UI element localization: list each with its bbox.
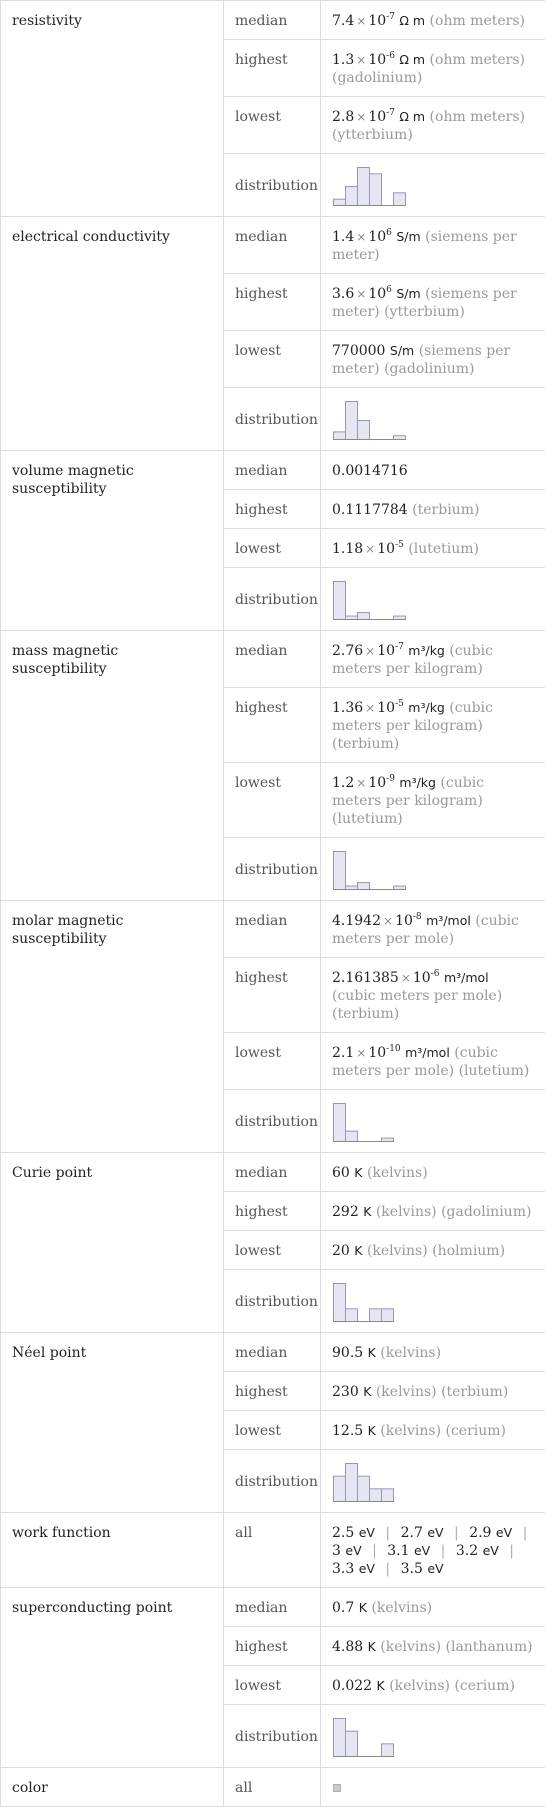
- times-sign: ×: [381, 914, 395, 928]
- histogram-bar: [334, 199, 346, 205]
- table-row: [1, 1153, 545, 1192]
- value-cell: [321, 1513, 545, 1588]
- value-base: 10: [368, 109, 386, 125]
- value-number: 0.0014716: [332, 463, 408, 479]
- separator: |: [379, 1561, 396, 1577]
- value-base: 10: [413, 970, 431, 986]
- property-mass-magnetic-susceptibility: mass magnetic susceptibility: [1, 631, 224, 901]
- table-row: [1, 1588, 545, 1627]
- unit-name: (kelvins): [380, 1423, 441, 1439]
- distribution-histogram: [332, 1461, 396, 1503]
- value-number: 90.5: [332, 1345, 363, 1361]
- element-name: (terbium): [332, 736, 399, 752]
- value-number: 20: [332, 1243, 350, 1259]
- histogram-bar: [346, 402, 358, 440]
- element-name: (lutetium): [332, 811, 403, 827]
- distribution-cell: [321, 568, 545, 631]
- histogram-bar: [358, 613, 370, 620]
- distribution-cell: [321, 1090, 545, 1153]
- distribution-cell: [321, 388, 545, 451]
- value-unit: S/m: [396, 286, 420, 301]
- value-cell: [321, 1588, 545, 1627]
- stat-label-lowest: lowest: [224, 763, 321, 838]
- value-mantissa: 3.6: [332, 286, 354, 302]
- stat-label-highest: highest: [224, 40, 321, 97]
- unit-name: (cubic meters per kilogram): [332, 775, 484, 809]
- value-exponent: -5: [395, 699, 404, 709]
- value-number: 2.9: [469, 1525, 491, 1541]
- histogram-bar: [346, 1131, 358, 1141]
- value-number: 2.5: [332, 1525, 354, 1541]
- value-mantissa: 2.161385: [332, 970, 399, 986]
- histogram-bar: [358, 1476, 370, 1501]
- value-cell: [321, 529, 545, 568]
- property-molar-magnetic-susceptibility: molar magnetic susceptibility: [1, 901, 224, 1153]
- value-item: [332, 1525, 375, 1541]
- stat-label-highest: highest: [224, 490, 321, 529]
- table-row: [1, 217, 545, 274]
- value-unit: K: [354, 1165, 362, 1180]
- value-mantissa: 2.76: [332, 643, 363, 659]
- table-row: [1, 1333, 545, 1372]
- table-row: [1, 631, 545, 688]
- histogram-bar: [370, 174, 382, 206]
- value-mantissa: 1.36: [332, 700, 363, 716]
- value-cell: [321, 1768, 545, 1807]
- value-mantissa: 1.2: [332, 775, 354, 791]
- property-volume-magnetic-susceptibility: volume magnetic susceptibility: [1, 451, 224, 631]
- stat-label-lowest: lowest: [224, 1411, 321, 1450]
- property-resistivity: resistivity: [1, 1, 224, 217]
- value-exponent: -5: [395, 540, 404, 550]
- value-unit: K: [363, 1384, 371, 1399]
- unit-name: (ohm meters): [430, 109, 525, 125]
- value-unit: K: [368, 1345, 376, 1360]
- value-unit: eV: [483, 1543, 499, 1558]
- unit-name: (ohm meters): [430, 52, 525, 68]
- times-sign: ×: [354, 14, 368, 28]
- element-name: (holmium): [432, 1243, 505, 1259]
- histogram-bar: [346, 187, 358, 206]
- element-name: (terbium): [332, 1006, 399, 1022]
- element-name: (cerium): [454, 1678, 515, 1694]
- unit-name: (cubic meters per kilogram): [332, 643, 493, 677]
- value-unit: K: [363, 1204, 371, 1219]
- stat-label-all: all: [224, 1768, 321, 1807]
- stat-label-lowest: lowest: [224, 1231, 321, 1270]
- element-name: (cerium): [446, 1423, 507, 1439]
- histogram-bar: [334, 432, 346, 440]
- times-sign: ×: [363, 644, 377, 658]
- times-sign: ×: [354, 287, 368, 301]
- value-cell: [321, 274, 545, 331]
- value-item: [332, 1561, 375, 1577]
- property-color: color: [1, 1768, 224, 1807]
- value-base: 10: [377, 700, 395, 716]
- histogram-bar: [382, 1744, 394, 1757]
- unit-name: (siemens per meter): [332, 229, 517, 263]
- distribution-histogram: [332, 579, 408, 621]
- unit-name: (kelvins): [371, 1600, 432, 1616]
- histogram-bar: [370, 1489, 382, 1502]
- value-unit: K: [368, 1639, 376, 1654]
- property-n-el-point: Néel point: [1, 1333, 224, 1513]
- value-number: 292: [332, 1204, 359, 1220]
- histogram-bar: [334, 852, 346, 890]
- separator: |: [379, 1525, 396, 1541]
- value-unit: eV: [496, 1525, 512, 1540]
- value-exponent: -9: [386, 774, 395, 784]
- stat-label-median: median: [224, 217, 321, 274]
- value-base: 10: [368, 775, 386, 791]
- value-cell: [321, 1333, 545, 1372]
- histogram-bar: [334, 1476, 346, 1501]
- histogram-bar: [382, 1489, 394, 1502]
- unit-name: (kelvins): [380, 1639, 441, 1655]
- unit-name: (kelvins): [376, 1384, 437, 1400]
- value-unit: eV: [359, 1525, 375, 1540]
- histogram-bar: [394, 886, 406, 889]
- value-base: 10: [368, 1045, 386, 1061]
- value-item: [456, 1543, 499, 1559]
- value-unit: m³/kg: [408, 643, 445, 658]
- value-cell: [321, 97, 545, 154]
- distribution-histogram: [332, 1716, 396, 1758]
- value-mantissa: 4.1942: [332, 913, 381, 929]
- times-sign: ×: [354, 230, 368, 244]
- distribution-cell: [321, 1450, 545, 1513]
- value-unit: eV: [414, 1543, 430, 1558]
- stat-label-median: median: [224, 1153, 321, 1192]
- value-mantissa: 2.1: [332, 1045, 354, 1061]
- value-number: 12.5: [332, 1423, 363, 1439]
- element-name: (terbium): [441, 1384, 508, 1400]
- separator: |: [435, 1543, 452, 1559]
- stat-label-distribution: distribution: [224, 1450, 321, 1513]
- value-number: 2.7: [401, 1525, 423, 1541]
- distribution-histogram: [332, 1101, 396, 1143]
- value-exponent: -10: [386, 1044, 401, 1054]
- value-exponent: -6: [431, 969, 440, 979]
- value-cell: [321, 631, 545, 688]
- value-cell: [321, 688, 545, 763]
- stat-label-median: median: [224, 1588, 321, 1627]
- value-exponent: -6: [386, 51, 395, 61]
- element-name: (lanthanum): [446, 1639, 533, 1655]
- unit-name: (cubic meters per kilogram): [332, 700, 493, 734]
- histogram-bar: [394, 193, 406, 206]
- value-unit: Ω m: [399, 52, 425, 67]
- value-unit: S/m: [390, 343, 414, 358]
- distribution-cell: [321, 838, 545, 901]
- stat-label-highest: highest: [224, 1372, 321, 1411]
- value-cell: [321, 1627, 545, 1666]
- histogram-bar: [346, 616, 358, 619]
- value-mantissa: 1.3: [332, 52, 354, 68]
- color-swatch: [333, 1784, 341, 1792]
- histogram-bar: [334, 1719, 346, 1757]
- times-sign: ×: [363, 701, 377, 715]
- value-mantissa: 1.4: [332, 229, 354, 245]
- value-unit: m³/mol: [426, 913, 471, 928]
- value-cell: [321, 40, 545, 97]
- value-exponent: 6: [386, 228, 392, 238]
- value-number: 3.3: [332, 1561, 354, 1577]
- histogram-bar: [358, 421, 370, 440]
- element-name: (lutetium): [408, 541, 479, 557]
- value-cell: [321, 1231, 545, 1270]
- element-name: (gadolinium): [332, 70, 422, 86]
- stat-label-median: median: [224, 631, 321, 688]
- value-base: 10: [395, 913, 413, 929]
- value-base: 10: [368, 229, 386, 245]
- stat-label-highest: highest: [224, 1192, 321, 1231]
- value-cell: [321, 763, 545, 838]
- distribution-histogram: [332, 849, 408, 891]
- stat-label-distribution: distribution: [224, 1090, 321, 1153]
- value-number: 770000: [332, 343, 385, 359]
- value-exponent: -7: [386, 12, 395, 22]
- value-number: 3.2: [456, 1543, 478, 1559]
- value-number: 0.7: [332, 1600, 354, 1616]
- value-cell: [321, 217, 545, 274]
- histogram-bar: [346, 1731, 358, 1756]
- value-unit: S/m: [396, 229, 420, 244]
- value-unit: eV: [359, 1561, 375, 1576]
- histogram-bar: [334, 1104, 346, 1142]
- value-base: 10: [377, 541, 395, 557]
- stat-label-lowest: lowest: [224, 1033, 321, 1090]
- table-row: [1, 1, 545, 40]
- stat-label-median: median: [224, 451, 321, 490]
- stat-label-distribution: distribution: [224, 1270, 321, 1333]
- distribution-cell: [321, 1270, 545, 1333]
- unit-name: (cubic meters per mole): [332, 988, 502, 1004]
- value-cell: [321, 1192, 545, 1231]
- property-superconducting-point: superconducting point: [1, 1588, 224, 1768]
- value-unit: eV: [427, 1561, 443, 1576]
- value-unit: m³/kg: [399, 775, 436, 790]
- stat-label-distribution: distribution: [224, 568, 321, 631]
- histogram-bar: [394, 436, 406, 440]
- stat-label-all: all: [224, 1513, 321, 1588]
- value-unit: K: [354, 1243, 362, 1258]
- property-curie-point: Curie point: [1, 1153, 224, 1333]
- stat-label-median: median: [224, 1, 321, 40]
- histogram-bar: [334, 1284, 346, 1322]
- times-sign: ×: [354, 1046, 368, 1060]
- stat-label-highest: highest: [224, 688, 321, 763]
- histogram-bar: [346, 886, 358, 889]
- stat-label-median: median: [224, 901, 321, 958]
- value-item: [332, 1543, 362, 1559]
- separator: |: [503, 1543, 520, 1559]
- value-base: 10: [368, 52, 386, 68]
- histogram-bar: [382, 1309, 394, 1322]
- table-row: [1, 451, 545, 490]
- value-unit: m³/mol: [405, 1045, 450, 1060]
- element-name: (terbium): [412, 502, 479, 518]
- stat-label-highest: highest: [224, 1627, 321, 1666]
- value-number: 0.1117784: [332, 502, 408, 518]
- value-base: 10: [368, 286, 386, 302]
- times-sign: ×: [354, 110, 368, 124]
- value-unit: m³/mol: [444, 970, 489, 985]
- element-name: (ytterbium): [384, 304, 465, 320]
- value-unit: K: [368, 1423, 376, 1438]
- value-number: 4.88: [332, 1639, 363, 1655]
- times-sign: ×: [354, 53, 368, 67]
- stat-label-lowest: lowest: [224, 331, 321, 388]
- table-row: [1, 901, 545, 958]
- value-unit: eV: [345, 1543, 361, 1558]
- times-sign: ×: [363, 542, 377, 556]
- stat-label-distribution: distribution: [224, 154, 321, 217]
- value-cell: [321, 1, 545, 40]
- distribution-cell: [321, 1705, 545, 1768]
- stat-label-distribution: distribution: [224, 838, 321, 901]
- value-unit: K: [377, 1678, 385, 1693]
- value-mantissa: 7.4: [332, 13, 354, 29]
- value-number: 230: [332, 1384, 359, 1400]
- times-sign: ×: [399, 971, 413, 985]
- value-cell: [321, 1411, 545, 1450]
- value-cell: [321, 490, 545, 529]
- histogram-bar: [394, 616, 406, 619]
- separator: |: [448, 1525, 465, 1541]
- value-unit: m³/kg: [408, 700, 445, 715]
- stat-label-distribution: distribution: [224, 388, 321, 451]
- stat-label-median: median: [224, 1333, 321, 1372]
- unit-name: (siemens per meter): [332, 286, 517, 320]
- stat-label-distribution: distribution: [224, 1705, 321, 1768]
- unit-name: (kelvins): [376, 1204, 437, 1220]
- value-item: [387, 1543, 430, 1559]
- unit-name: (siemens per meter): [332, 343, 510, 377]
- value-cell: [321, 958, 545, 1033]
- value-cell: [321, 451, 545, 490]
- value-item: [401, 1525, 444, 1541]
- histogram-bar: [346, 1309, 358, 1322]
- value-cell: [321, 331, 545, 388]
- unit-name: (kelvins): [367, 1243, 428, 1259]
- distribution-histogram: [332, 399, 408, 441]
- histogram-bar: [382, 1138, 394, 1141]
- histogram-bar: [358, 883, 370, 890]
- value-unit: Ω m: [399, 109, 425, 124]
- value-number: 3.1: [387, 1543, 409, 1559]
- value-exponent: 6: [386, 285, 392, 295]
- value-mantissa: 2.8: [332, 109, 354, 125]
- table-row: [1, 1768, 545, 1807]
- unit-name: (kelvins): [389, 1678, 450, 1694]
- value-cell: [321, 1372, 545, 1411]
- times-sign: ×: [354, 776, 368, 790]
- stat-label-lowest: lowest: [224, 1666, 321, 1705]
- value-number: 60: [332, 1165, 350, 1181]
- element-name: (gadolinium): [441, 1204, 531, 1220]
- value-cell: [321, 1666, 545, 1705]
- separator: |: [366, 1543, 383, 1559]
- stat-label-lowest: lowest: [224, 529, 321, 568]
- value-exponent: -7: [386, 108, 395, 118]
- histogram-bar: [370, 1309, 382, 1322]
- value-number: 3: [332, 1543, 341, 1559]
- separator: |: [517, 1525, 534, 1541]
- value-unit: Ω m: [399, 13, 425, 28]
- value-cell: [321, 901, 545, 958]
- value-cell: [321, 1153, 545, 1192]
- distribution-cell: [321, 154, 545, 217]
- value-number: 0.022: [332, 1678, 372, 1694]
- value-exponent: -7: [395, 642, 404, 652]
- unit-name: (cubic meters per mole): [332, 913, 519, 947]
- value-unit: eV: [427, 1525, 443, 1540]
- histogram-bar: [334, 582, 346, 620]
- unit-name: (kelvins): [380, 1345, 441, 1361]
- unit-name: (cubic meters per mole): [332, 1045, 498, 1079]
- value-unit: K: [359, 1600, 367, 1615]
- value-base: 10: [377, 643, 395, 659]
- value-item: [401, 1561, 444, 1577]
- unit-name: (kelvins): [367, 1165, 428, 1181]
- element-name: (lutetium): [459, 1063, 530, 1079]
- stat-label-lowest: lowest: [224, 97, 321, 154]
- value-number: 3.5: [401, 1561, 423, 1577]
- property-work-function: work function: [1, 1513, 224, 1588]
- property-electrical-conductivity: electrical conductivity: [1, 217, 224, 451]
- stat-label-highest: highest: [224, 958, 321, 1033]
- distribution-histogram: [332, 165, 408, 207]
- value-cell: [321, 1033, 545, 1090]
- histogram-bar: [346, 1464, 358, 1502]
- distribution-histogram: [332, 1281, 396, 1323]
- table-row: [1, 1513, 545, 1588]
- element-name: (gadolinium): [384, 361, 474, 377]
- value-mantissa: 1.18: [332, 541, 363, 557]
- histogram-bar: [358, 168, 370, 206]
- stat-label-highest: highest: [224, 274, 321, 331]
- element-name: (ytterbium): [332, 127, 413, 143]
- unit-name: (ohm meters): [430, 13, 525, 29]
- value-exponent: -8: [413, 912, 422, 922]
- value-base: 10: [368, 13, 386, 29]
- value-item: [469, 1525, 512, 1541]
